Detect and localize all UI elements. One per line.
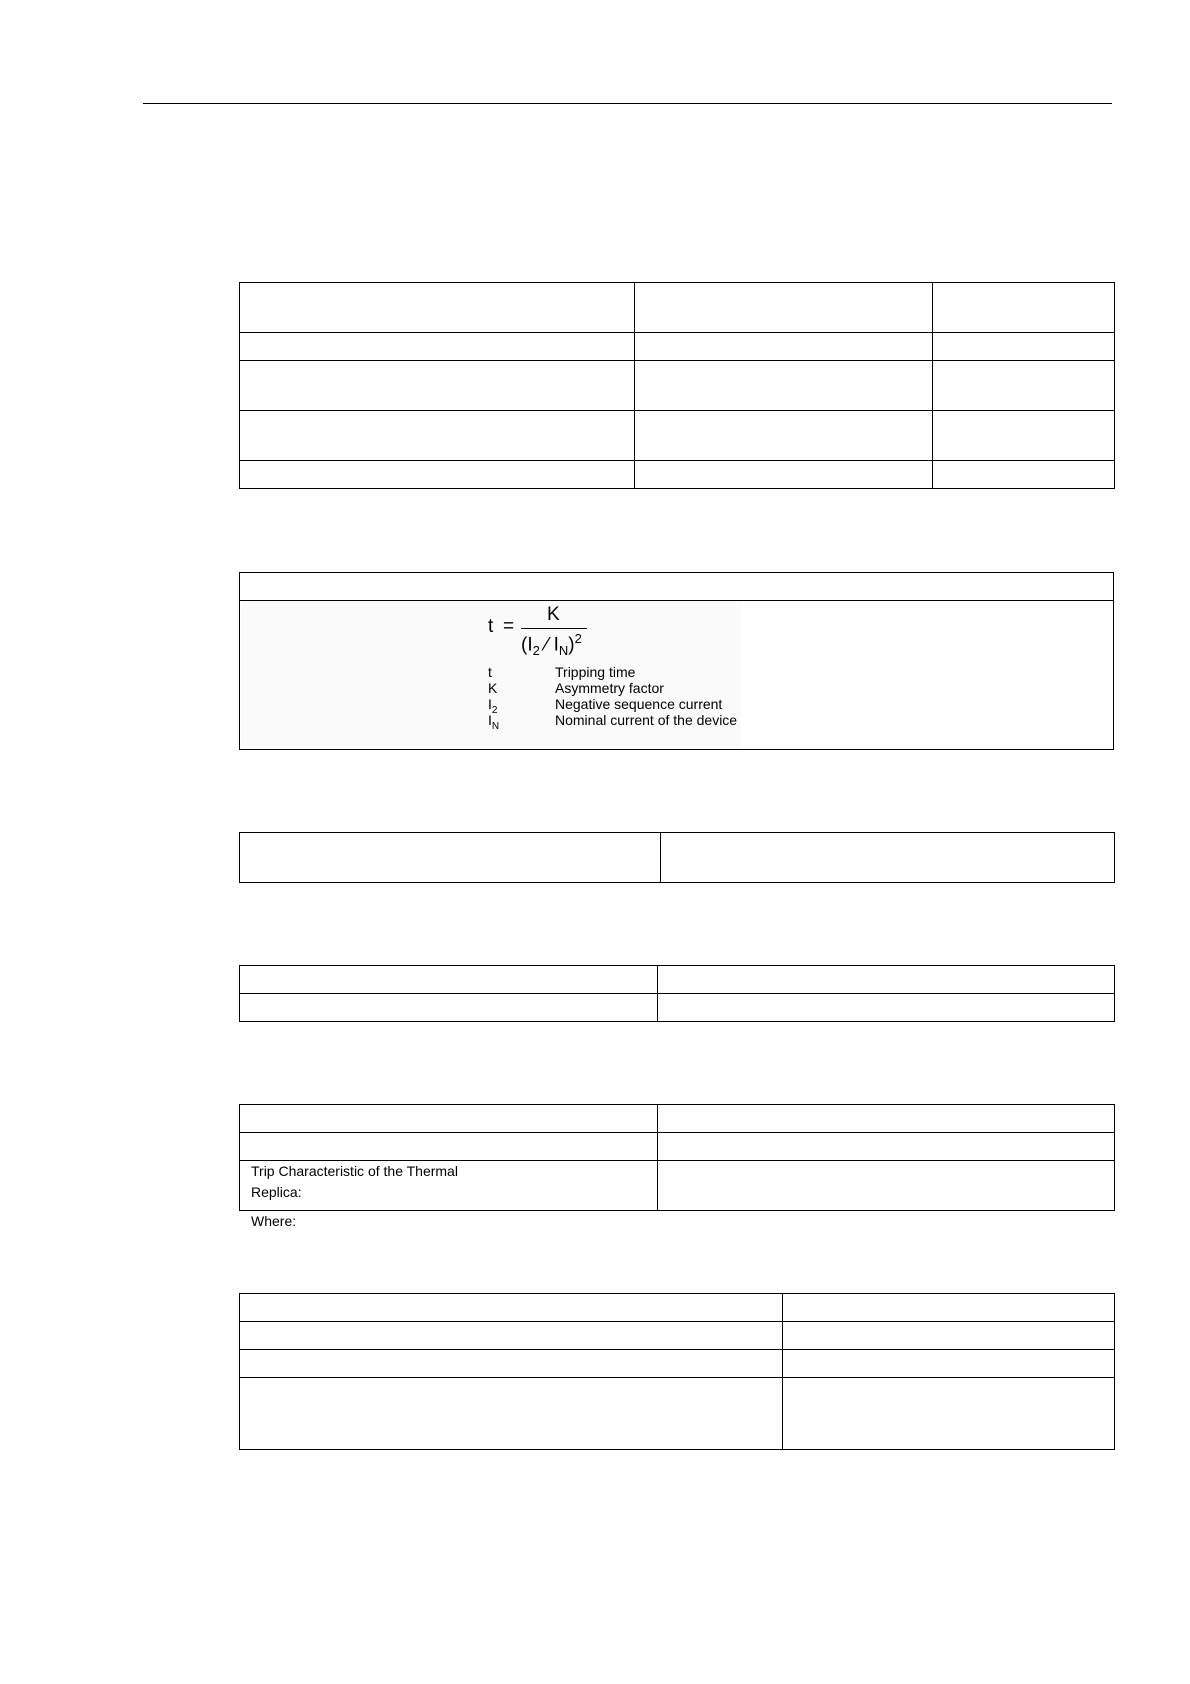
den-sub-n: N	[558, 643, 569, 659]
table-cell	[933, 361, 1115, 411]
table-cell	[933, 333, 1115, 361]
formula-equals: =	[503, 616, 515, 637]
formula-box-header	[240, 573, 1113, 601]
table-row	[240, 1322, 1115, 1350]
den-open: (I	[521, 634, 533, 656]
table-cell	[240, 1378, 783, 1450]
table-row	[240, 1133, 1115, 1161]
table-2	[239, 832, 1115, 883]
table-cell	[661, 833, 1115, 883]
legend-symbol-text: I	[488, 696, 492, 712]
table-cell	[240, 833, 661, 883]
table-cell	[658, 1133, 1115, 1161]
table-cell	[933, 411, 1115, 461]
den-slash: ⁄ I	[539, 634, 559, 656]
table-cell	[240, 1294, 783, 1322]
legend-text-tripping-time: Tripping time	[555, 664, 636, 680]
table-cell	[240, 461, 635, 489]
legend-symbol-text: I	[488, 712, 492, 728]
table-cell	[240, 361, 635, 411]
table-cell	[240, 1322, 783, 1350]
table-cell	[658, 994, 1115, 1022]
table-cell	[635, 283, 933, 333]
table-row	[240, 994, 1115, 1022]
table-cell	[783, 1350, 1115, 1378]
legend-text-nominal-current: Nominal current of the device	[555, 712, 738, 728]
table-1	[239, 282, 1115, 489]
formula-numerator: K	[547, 604, 560, 625]
table-row	[240, 1350, 1115, 1378]
table-3	[239, 965, 1115, 1022]
table-cell	[240, 966, 658, 994]
fraction-bar	[521, 628, 587, 629]
table-cell	[658, 966, 1115, 994]
table-cell	[658, 1161, 1115, 1211]
table-row	[240, 411, 1115, 461]
table-row	[240, 461, 1115, 489]
legend-symbol-sub: N	[491, 720, 500, 732]
header-rule	[143, 103, 1112, 104]
table-row	[240, 1294, 1115, 1322]
table-row	[240, 1161, 1115, 1211]
table-row	[240, 1378, 1115, 1450]
table-cell	[933, 461, 1115, 489]
legend-text-asymmetry-factor: Asymmetry factor	[555, 680, 664, 696]
table-row	[240, 333, 1115, 361]
table-cell	[783, 1294, 1115, 1322]
table-cell	[240, 411, 635, 461]
table-cell	[240, 1161, 658, 1211]
table-cell	[240, 1105, 658, 1133]
table-row	[240, 833, 1115, 883]
table-cell	[240, 1133, 658, 1161]
legend-symbol-in	[488, 712, 499, 732]
table-4	[239, 1104, 1115, 1211]
table-cell	[635, 333, 933, 361]
den-exp: 2	[574, 631, 582, 646]
table-cell	[635, 361, 933, 411]
table-row	[240, 283, 1115, 333]
formula-denominator	[521, 631, 582, 658]
table-cell	[658, 1105, 1115, 1133]
table-row	[240, 1105, 1115, 1133]
table-cell	[240, 283, 635, 333]
table-cell	[240, 994, 658, 1022]
legend-text-negative-sequence: Negative sequence current	[555, 696, 723, 712]
den-sub-2: 2	[532, 643, 540, 659]
table-cell	[240, 1350, 783, 1378]
legend-symbol-text: t	[488, 664, 492, 680]
legend-symbol-sub: 2	[491, 704, 498, 716]
table-cell	[933, 283, 1115, 333]
table-cell	[635, 461, 933, 489]
table-row	[240, 966, 1115, 994]
table-5	[239, 1293, 1115, 1450]
where-label: Where:	[251, 1213, 297, 1229]
table-row	[240, 361, 1115, 411]
table-cell	[635, 411, 933, 461]
legend-symbol-text: K	[488, 680, 498, 696]
table-cell	[240, 333, 635, 361]
den-close: )	[568, 634, 575, 656]
trip-characteristic-label: Trip Characteristic of the Thermal Replica:	[251, 1163, 458, 1200]
table-cell	[783, 1322, 1115, 1350]
formula-t: t	[488, 616, 494, 637]
table-cell	[783, 1378, 1115, 1450]
